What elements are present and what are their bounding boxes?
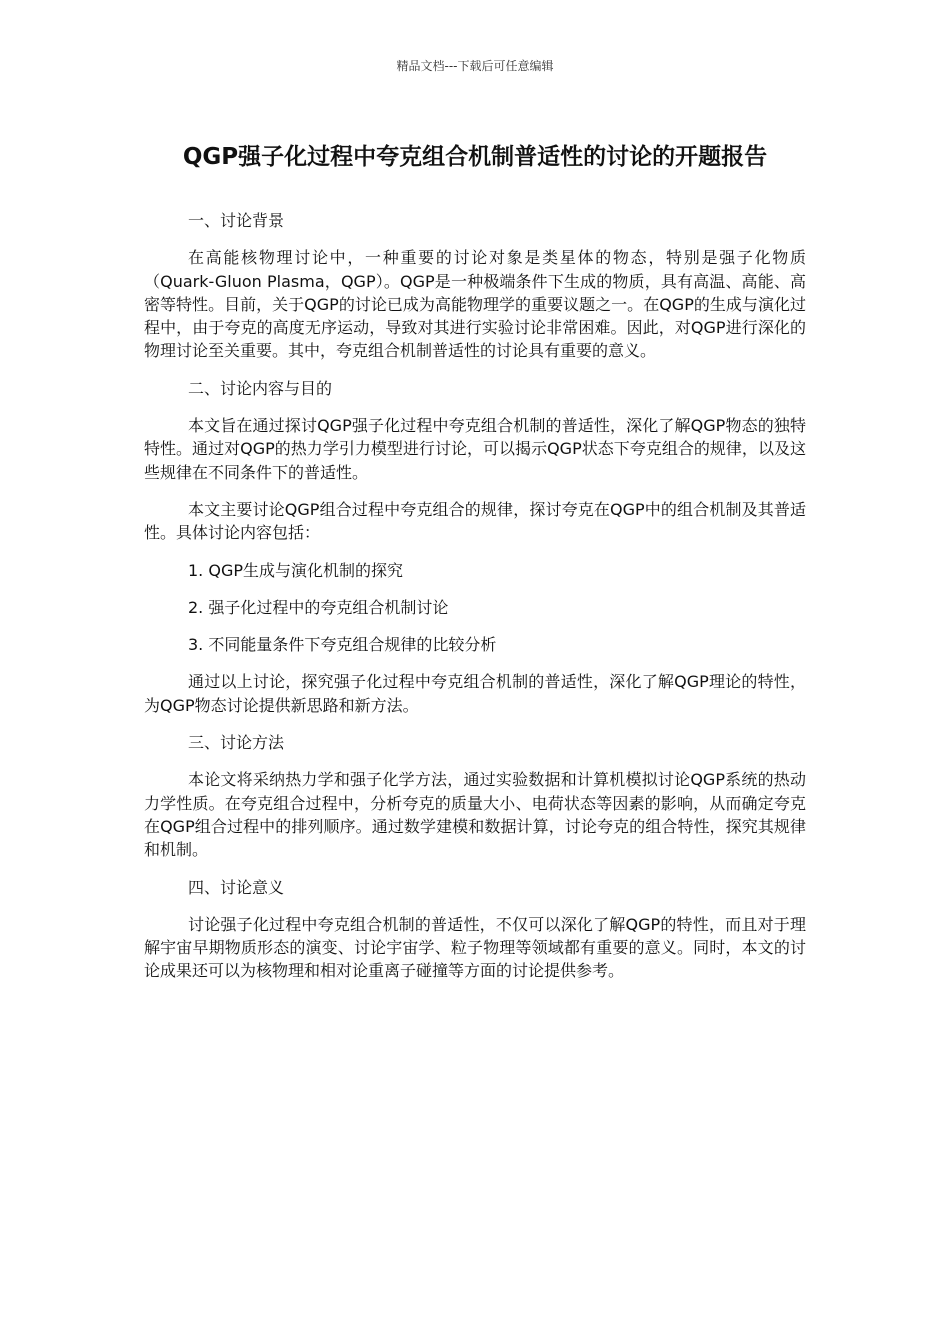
document-body <box>144 209 806 997</box>
section-heading-method: 三、讨论方法 <box>188 733 285 753</box>
header-note: 精品文档---下载后可任意编辑 <box>396 59 554 73</box>
paragraph-significance: 讨论强子化过程中夸克组合机制的普适性，不仅可以深化了解QGP的特性，而且对于理解宇宙早期物质形态的演变、讨论宇宙学、粒子物理等领域都有重要的意义。同时，本文的讨论成果还可以为核物理和相对论重离子碰撞等方面的讨论提供参考。 <box>144 914 806 981</box>
list-item-3: 3. 不同能量条件下夸克组合规律的比较分析 <box>188 635 497 655</box>
paragraph-content-2: 本文主要讨论QGP组合过程中夸克组合的规律，探讨夸克在QGP中的组合机制及其普适性。具体讨论内容包括： <box>144 499 806 543</box>
list-item-2: 2. 强子化过程中的夸克组合机制讨论 <box>188 597 449 617</box>
section-heading-significance: 四、讨论意义 <box>188 877 285 897</box>
paragraph-background: 在高能核物理讨论中，一种重要的讨论对象是类星体的物态，特别是强子化物质（Quark-Gluon Plasma，QGP）。QGP是一种极端条件下生成的物质，具有高温、高能、高密等特性。目前，关于QGP的讨论已成为高能物理学的重要议题之一。在QGP的生成与演化过程中，由于夸克的高度无序运动，导致对其进行实验讨论非常困难。因此，对QGP进行深化的物理讨论至关重要。其中，夸克组合机制普适性的讨论具有重要的意义。 <box>144 248 806 361</box>
paragraph-content-3: 通过以上讨论，探究强子化过程中夸克组合机制的普适性，深化了解QGP理论的特性，为QGP物态讨论提供新思路和新方法。 <box>144 672 806 715</box>
list-item-1: 1. QGP生成与演化机制的探究 <box>188 560 403 580</box>
document-title: QGP强子化过程中夸克组合机制普适性的讨论的开题报告 <box>182 144 768 170</box>
paragraph-content-1: 本文旨在通过探讨QGP强子化过程中夸克组合机制的普适性，深化了解QGP物态的独特特性。通过对QGP的热力学引力模型进行讨论，可以揭示QGP状态下夸克组合的规律，以及这些规律在不同条件下的普适性。 <box>144 416 806 482</box>
section-heading-content-purpose: 二、讨论内容与目的 <box>188 378 333 398</box>
section-heading-background: 一、讨论背景 <box>188 211 285 230</box>
paragraph-method: 本论文将采纳热力学和强子化学方法，通过实验数据和计算机模拟讨论QGP系统的热动力学性质。在夸克组合过程中，分析夸克的质量大小、电荷状态等因素的影响，从而确定夸克在QGP组合过程中的排列顺序。通过数学建模和数据计算，讨论夸克的组合特性，探究其规律和机制。 <box>144 770 806 860</box>
